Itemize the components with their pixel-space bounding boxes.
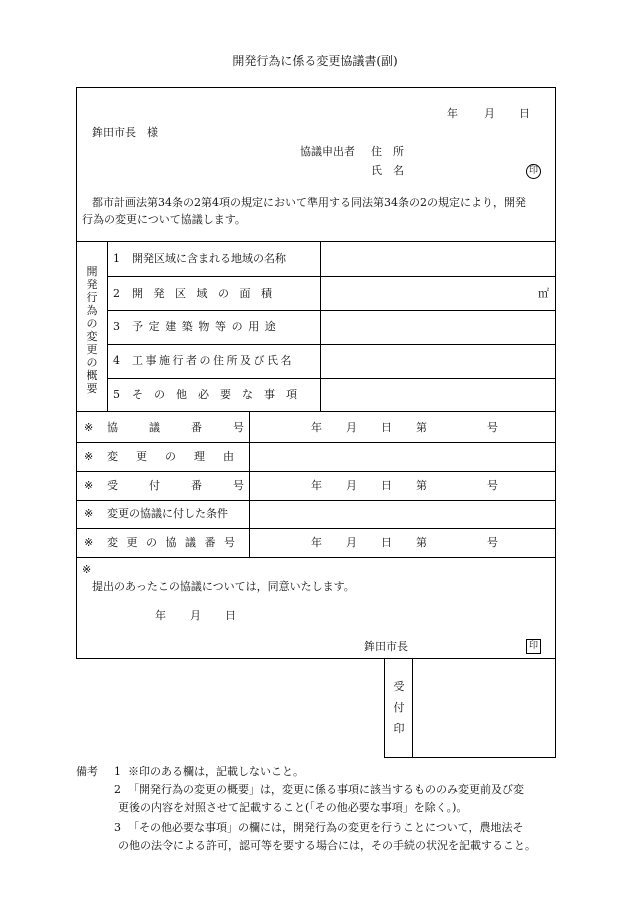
name-label: 氏 名 [371,164,404,177]
overview-item-num: 1 [113,252,120,265]
consent-signer: 鉾田市長 [364,640,408,653]
official-row-label: 受付番号 [107,479,275,492]
consent-mark: ※ [82,563,92,576]
official-mark: ※ [84,479,94,492]
official-go: 号 [487,479,498,492]
document-title: 開発行為に係る変更協議書(副) [232,54,398,68]
official-mark: ※ [84,450,94,463]
consent-date-day: 日 [225,609,236,622]
consent-text: 提出のあったこの協議については，同意いたします。 [92,580,355,593]
official-date-month: 月 [346,536,357,549]
official-dai: 第 [416,421,427,434]
note-line: 更後の内容を対照させて記載すること(「その他必要な事項」を除く。)。 [118,801,468,814]
official-dai: 第 [416,479,427,492]
note-line: 「開発行為の変更の概要」は，変更に係る事項に該当するもののみ変更前及び変 [128,783,524,796]
official-date-day: 日 [381,536,392,549]
statement-line-1: 都市計画法第34条の2第4項の規定において準用する同法第34条の2の規定により，開発 [92,196,526,209]
overview-item-num: 3 [113,320,120,333]
mayor-seal-icon: 印 [526,639,541,654]
official-go: 号 [487,421,498,434]
official-mark: ※ [84,536,94,549]
header-date-month: 月 [484,107,495,120]
address-label: 住 所 [371,145,404,158]
official-mark: ※ [84,507,94,520]
overview-item-label: 予定建築物等の用途 [132,320,282,333]
note-num: 2 [114,783,121,796]
official-dai: 第 [416,536,427,549]
official-row-label: 変更の協議番号 [107,536,244,549]
official-date-day: 日 [381,479,392,492]
note-line: ※印のある欄は，記載しないこと。 [128,765,304,778]
notes-label: 備考 [76,765,98,778]
consent-date-year: 年 [155,609,166,622]
note-line: 「その他必要な事項」の欄には，開発行為の変更を行うことについて，農地法そ [128,821,524,834]
overview-item-num: 2 [113,287,120,300]
official-date-year: 年 [311,536,322,549]
official-mark: ※ [84,421,94,434]
area-unit: ㎡ [538,287,549,300]
official-date-day: 日 [381,421,392,434]
receipt-stamp-box [384,658,556,758]
statement-line-2: 行為の変更について協議します。 [82,213,246,226]
overview-item-label: 開発区域に含まれる地域の名称 [132,252,286,265]
overview-item-label: その他必要な事項 [132,388,308,401]
consent-date-month: 月 [190,609,201,622]
note-line: の他の法令による許可，認可等を要する場合には，その手続の状況を記載すること。 [118,839,536,852]
official-row-label: 変更の協議に付した条件 [107,507,228,520]
form-frame [76,87,556,659]
applicant-label: 協議申出者 [300,145,355,158]
addressee: 鉾田市長 様 [92,126,158,139]
note-num: 1 [114,765,121,778]
header-date-year: 年 [447,107,458,120]
overview-item-label: 工事施行者の住所及び氏名 [132,354,294,367]
official-date-month: 月 [346,479,357,492]
overview-item-num: 4 [113,354,120,367]
overview-item-label: 開発区域の面積 [132,287,283,300]
official-date-year: 年 [311,421,322,434]
official-date-year: 年 [311,479,322,492]
header-date-day: 日 [519,107,530,120]
overview-item-num: 5 [113,388,120,401]
applicant-seal-icon: 印 [526,164,541,179]
overview-side-label: 開発行為の変更の概要 [86,265,98,395]
official-go: 号 [487,536,498,549]
official-row-label: 協議番号 [107,421,275,434]
official-row-label: 変更の理由 [107,450,252,463]
receipt-label: 受付印 [393,680,405,735]
official-date-month: 月 [346,421,357,434]
note-num: 3 [114,821,121,834]
